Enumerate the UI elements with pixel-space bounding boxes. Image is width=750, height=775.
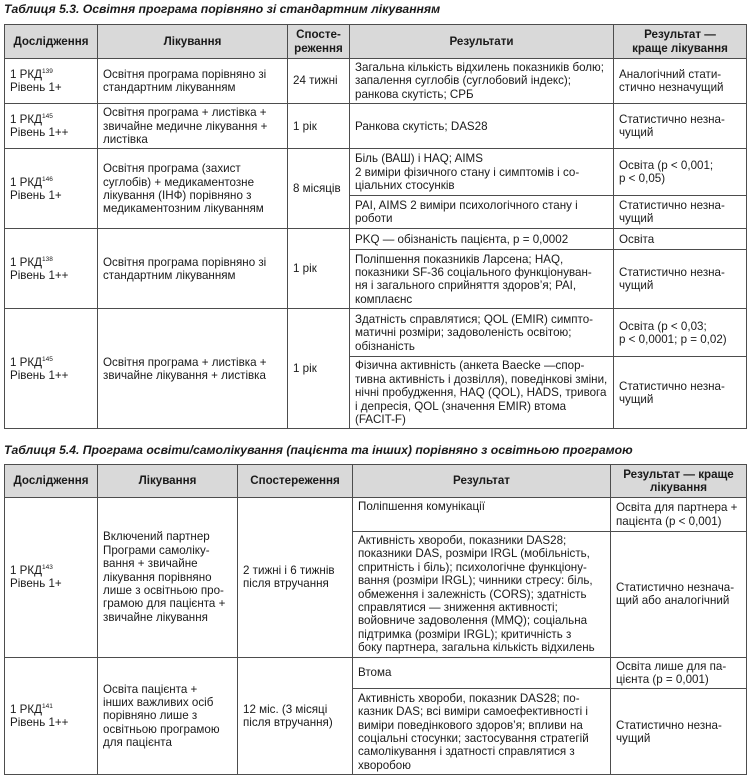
header-outcome: Результат — краще лікування <box>611 465 747 498</box>
header-treatment: Лікування <box>98 465 238 498</box>
table-5-3 <box>4 24 747 429</box>
study-cell: 1 РКД$^{146}$ Рівень 1+ <box>5 149 98 229</box>
table-5-4-header-row <box>5 465 747 498</box>
followup-cell: 1 рік <box>288 309 350 429</box>
outcome-cell: Освіта для партнера + пацієнта (p < 0,001) <box>611 498 747 532</box>
treatment-cell: Включений партнер Програми самоліку- вання + звичайне лікування порівняно лише з освітньою про- грамою для пацієнта + звичайне лікування <box>98 498 238 658</box>
table-row <box>5 657 747 689</box>
study-cell: 1 РКД$^{143}$ Рівень 1+ <box>5 498 98 658</box>
header-followup: Спостереження <box>238 465 353 498</box>
outcome-cell: Статистично незна- чущий <box>614 104 747 149</box>
table-row <box>5 149 747 196</box>
outcome-cell: Статистично незна- чущий <box>614 357 747 429</box>
followup-cell: 24 тижні <box>288 59 350 104</box>
results-cell: Ранкова скутість; DAS28 <box>350 104 614 149</box>
header-result: Результат <box>353 465 611 498</box>
study-cell: 1 РКД$^{139}$ Рівень 1+ <box>5 59 98 104</box>
followup-cell: 12 міс. (3 місяці після втручання) <box>238 657 353 775</box>
results-cell: Поліпшення показників Ларсена; HAQ, показники SF-36 соціального функціонуван- ня і загального сприйняття здоров’я; PAI, комплаєнс <box>350 250 614 309</box>
outcome-cell: Освіта (p < 0,03; p < 0,0001; p = 0,02) <box>614 309 747 357</box>
followup-cell: 1 рік <box>288 104 350 149</box>
followup-cell: 1 рік <box>288 229 350 309</box>
outcome-cell: Статистично незна- чущий <box>614 250 747 309</box>
header-study: Дослідження <box>5 465 98 498</box>
outcome-cell: Статистично незнача- щий або аналогічний <box>611 532 747 658</box>
table-row <box>5 229 747 250</box>
study-cell: 1 РКД$^{141}$ Рівень 1++ <box>5 657 98 775</box>
treatment-cell: Освітня програма порівняно зі стандартним лікуванням <box>98 59 288 104</box>
table-5-3-caption: Таблиця 5.3. Освітня програма порівняно зі стандартним лікуванням <box>4 2 441 16</box>
header-results: Результати <box>350 25 614 59</box>
outcome-cell: Статистично незна- чущий <box>614 196 747 229</box>
treatment-cell: Освітня програма + листівка + звичайне лікування + листівка <box>98 309 288 429</box>
outcome-cell: Аналогічний стати- стично незначущий <box>614 59 747 104</box>
followup-cell: 2 тижні і 6 тижнів після втручання <box>238 498 353 658</box>
header-treatment: Лікування <box>98 25 288 59</box>
header-followup: Спосте- реження <box>288 25 350 59</box>
results-cell: PAI, AIMS 2 виміри психологічного стану і роботи <box>350 196 614 229</box>
results-cell: Здатність справлятися; QOL (EMIR) симпто- матичні розміри; задоволеність освітою; обізнаність <box>350 309 614 357</box>
table-row <box>5 104 747 149</box>
treatment-cell: Освіта пацієнта + інших важливих осіб порівняно лише з освітньою програмою для пацієнта <box>98 657 238 775</box>
results-cell: Втома <box>353 657 611 689</box>
outcome-cell: Освіта (p < 0,001; p < 0,05) <box>614 149 747 196</box>
results-cell: PKQ — обізнаність пацієнта, p = 0,0002 <box>350 229 614 250</box>
table-row <box>5 59 747 104</box>
results-cell: Біль (ВАШ) і HAQ; AIMS 2 виміри фізичного стану і симптомів і со- ціальних стосунків <box>350 149 614 196</box>
treatment-cell: Освітня програма (захист суглобів) + медикаментозне лікування (ІНФ) порівняно з медикаментозним лікуванням <box>98 149 288 229</box>
table-row <box>5 498 747 532</box>
results-cell: Загальна кількість відхилень показників болю; запалення суглобів (суглобовий індекс); ранкова скутість; СРБ <box>350 59 614 104</box>
header-outcome: Результат — краще лікування <box>614 25 747 59</box>
results-cell: Активність хвороби, показники DAS28; показники DAS, розміри IRGL (мобільність, спритність і біль); психологічне функціону- вання (розміри IRGL); чинники стресу: біль, обмеження і залежність (CORS); здатність справлятися — зниження активності; войовниче задоволення (MMQ); соціальна підтримка (розміри IRGL); критичність з боку партнера, загальна кількість відхилень <box>353 532 611 658</box>
outcome-cell: Статистично незна- чущий <box>611 689 747 775</box>
treatment-cell: Освітня програма порівняно зі стандартним лікуванням <box>98 229 288 309</box>
results-cell: Активність хвороби, показник DAS28; по- казник DAS; всі виміри самоефективності і виміри поведінкового здоров’я; впливи на соціальні стосунки; застосування стратегій самолікування і здатності справлятися з хворобою <box>353 689 611 775</box>
results-cell: Поліпшення комунікації <box>353 498 611 532</box>
study-cell: 1 РКД$^{145}$ Рівень 1++ <box>5 309 98 429</box>
study-cell: 1 РКД$^{138}$ Рівень 1++ <box>5 229 98 309</box>
followup-cell: 8 місяців <box>288 149 350 229</box>
outcome-cell: Освіта <box>614 229 747 250</box>
header-study: Дослідження <box>5 25 98 59</box>
treatment-cell: Освітня програма + листівка + звичайне медичне лікування + листівка <box>98 104 288 149</box>
outcome-cell: Освіта лише для па- цієнта (p = 0,001) <box>611 657 747 689</box>
table-5-3-header-row <box>5 25 747 59</box>
table-5-4-caption: Таблиця 5.4. Програма освіти/самолікування (пацієнта та інших) порівняно з освітньою програмою <box>4 443 633 457</box>
study-cell: 1 РКД$^{145}$ Рівень 1++ <box>5 104 98 149</box>
results-cell: Фізична активність (анкета Baecke —спор- тивна активність і дозвілля), поведінкові зміни, нічні пробудження, HAQ (QOL), HADS, тривога і депресія, QOL (значення EMIR) втома (FACIT-F) <box>350 357 614 429</box>
table-5-4 <box>4 464 747 775</box>
table-row <box>5 309 747 357</box>
